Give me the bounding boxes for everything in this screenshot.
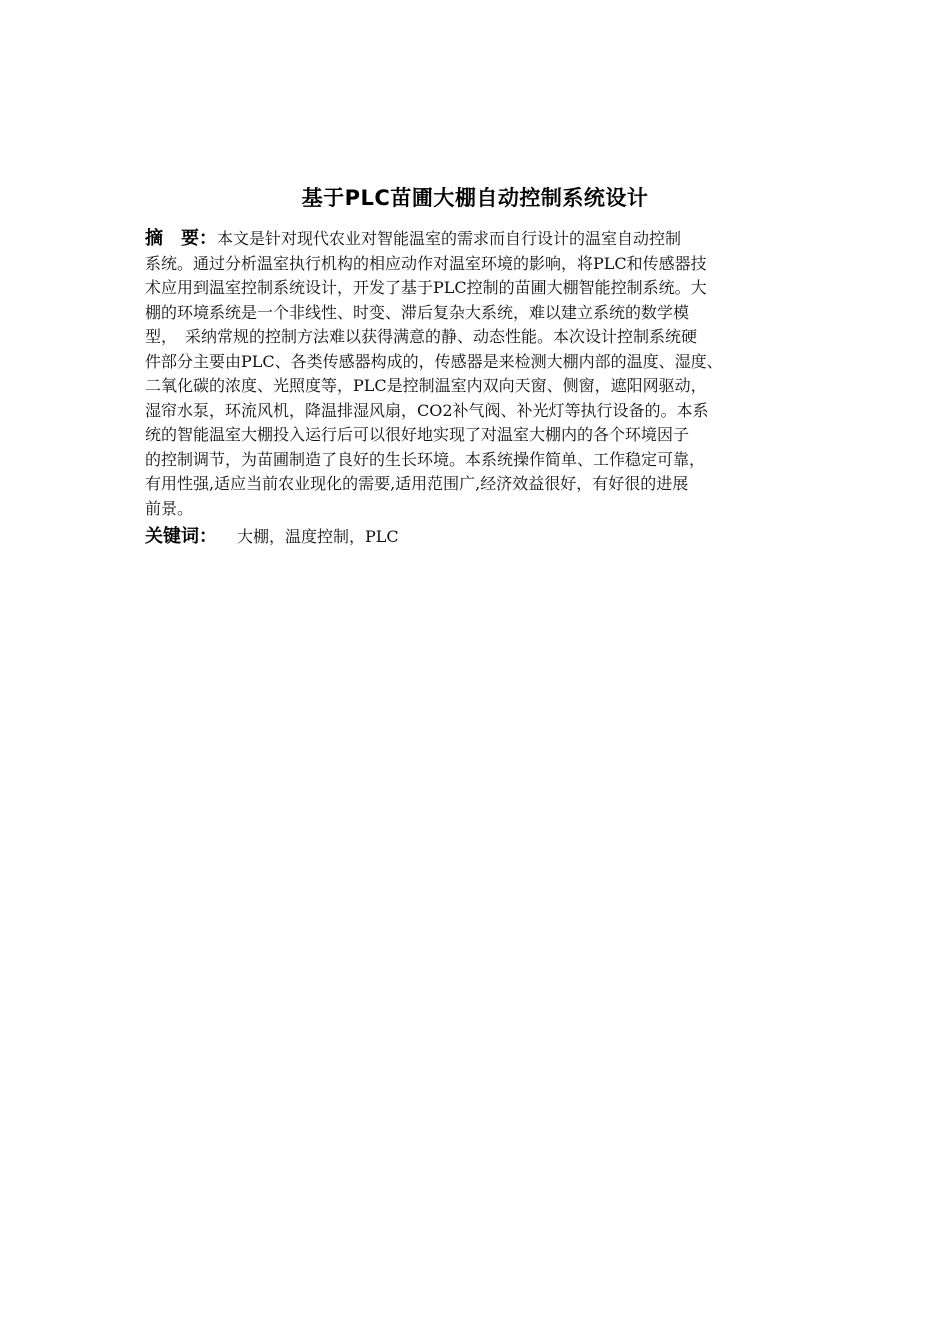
abstract-line: 有用性强,适应当前农业现化的需要,适用范围广,经济效益很好，有好很的进展: [145, 474, 689, 493]
abstract-line: 术应用到温室控制系统设计，开发了基于PLC控制的苗圃大棚智能控制系统。大: [145, 278, 707, 297]
abstract-line: 的控制调节，为苗圃制造了良好的生长环境。本系统操作简单、工作稳定可靠，: [145, 449, 706, 469]
abstract-line: 型， 采纳常规的控制方法难以获得满意的静、动态性能。本次设计控制系统硬: [145, 327, 698, 346]
keywords-label: 关键词：: [145, 526, 217, 547]
abstract-label: 摘 要：: [145, 228, 217, 249]
keywords-text: 大棚，温度控制，PLC: [237, 527, 399, 546]
abstract-line: 件部分主要由PLC、各类传感器构成的，传感器是来检测大棚内部的温度、湿度、: [145, 351, 723, 371]
abstract-section: [145, 227, 809, 521]
abstract-line: 湿帘水泵，环流风机，降温排湿风扇，CO2补气阀、补光灯等执行设备的。本系: [145, 400, 709, 420]
keywords-section: [145, 525, 809, 549]
abstract-line: 系统。通过分析温室执行机构的相应动作对温室环境的影响，将PLC和传感器技: [145, 253, 707, 273]
abstract-line: 棚的环境系统是一个非线性、时变、滞后复杂大系统，难以建立系统的数学模: [145, 302, 690, 322]
abstract-line: [145, 227, 809, 252]
document-title: 基于PLC苗圃大棚自动控制系统设计: [301, 186, 649, 210]
abstract-line: 前景。: [145, 498, 194, 518]
abstract-line: 二氧化碳的浓度、光照度等，PLC是控制温室内双向天窗、侧窗，遮阳网驱动，: [145, 376, 707, 395]
abstract-text: 本文是针对现代农业对智能温室的需求而自行设计的温室自动控制: [217, 229, 682, 248]
abstract-line: 统的智能温室大棚投入运行后可以很好地实现了对温室大棚内的各个环境因子: [145, 425, 690, 444]
